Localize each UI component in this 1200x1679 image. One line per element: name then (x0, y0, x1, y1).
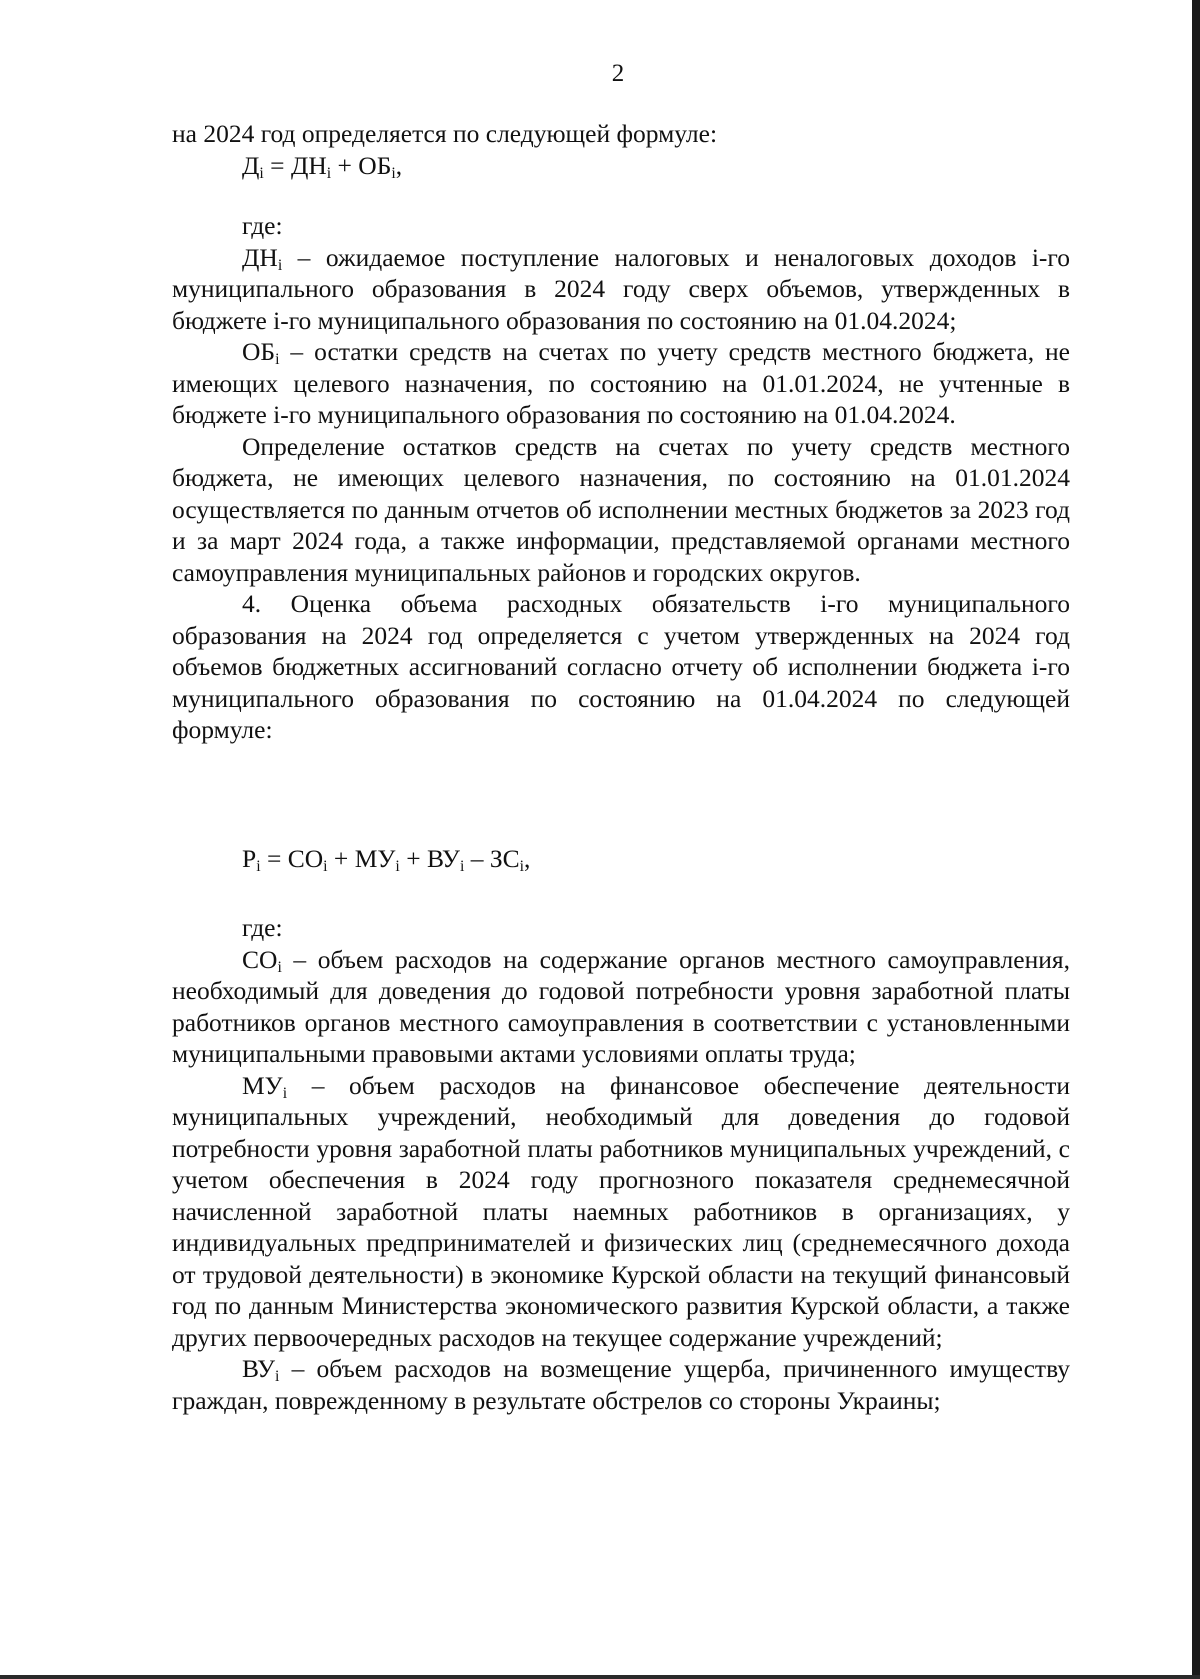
where-label-2: где: (242, 913, 283, 942)
formula-expenses: $Р_i = СО_i + МУ_i + ВУ_i - ЗС_i$, (242, 844, 531, 875)
scan-bottom-edge (0, 1675, 1200, 1679)
definition-so: $СО_i$ – объем расходов на содержание органов местного самоуправления, необходимый для доведения до годовой потребности уровня заработной платы работников органов местного самоуправления в соответствии с установленными муниципальными правовыми актами условиями оплаты труда; (172, 944, 1070, 1068)
definition-dn: $ДН_i$ – ожидаемое поступление налоговых и неналоговых доходов i-го муниципального образования в 2024 году сверх объемов, утвержденных в бюджете i-го муниципального образования по состоянию на 01.04.2024; (172, 242, 1070, 335)
definition-vu: $ВУ_i$ – объем расходов на возмещение ущерба, причиненного имуществу граждан, поврежденному в результате обстрелов со стороны Украины; (172, 1354, 1070, 1415)
definitions-expenses-block (172, 912, 1070, 1416)
definitions-income-block (172, 210, 1070, 746)
scan-right-edge (1192, 0, 1200, 1679)
intro-line: на 2024 год определяется по следующей формуле: (172, 119, 718, 148)
formula-expenses-block (172, 843, 1070, 875)
paragraph-residuals: Определение остатков средств на счетах по учету средств местного бюджета, не имеющих целевого назначения, по состоянию на 01.01.2024 осуществляется по данным отчетов об исполнении местных бюджетов за 2023 год и за март 2024 года, а также информации, представляемой органами местного самоуправления муниципальных районов и городских округов. (172, 431, 1070, 587)
page-number: 2 (611, 60, 625, 87)
intro-block (172, 118, 1070, 181)
formula-income: $Д_i = ДН_i + ОБ_i$, (242, 150, 403, 182)
paragraph-item-4: 4. Оценка объема расходных обязательств i-го муниципального образования на 2024 год определяется с учетом утвержденных на 2024 год объемов бюджетных ассигнований согласно отчету об исполнении бюджета i-го муниципального образования по состоянию на 01.04.2024 по следующей формуле: (172, 589, 1070, 744)
definition-ob: $ОБ_i$ – остатки средств на счетах по учету средств местного бюджета, не имеющих целевого назначения, по состоянию на 01.01.2024, не учтенные в бюджете i-го муниципального образования по состоянию на 01.04.2024. (172, 337, 1070, 429)
where-label: где: (242, 211, 283, 240)
definition-mu: $МУ_i$ – объем расходов на финансовое обеспечение деятельности муниципальных учреждений, необходимый для доведения до годовой потребности уровня заработной платы работников муниципальных учреждений, с учетом обеспечения в 2024 году прогнозного показателя среднемесячной начисленной заработной платы наемных работников в организациях, у индивидуальных предпринимателей и физических лиц (среднемесячного дохода от трудовой деятельности) в экономике Курской области на текущий финансовый год по данным Министерства экономического развития Курской области, а также других первоочередных расходов на текущее содержание учреждений; (172, 1070, 1070, 1352)
